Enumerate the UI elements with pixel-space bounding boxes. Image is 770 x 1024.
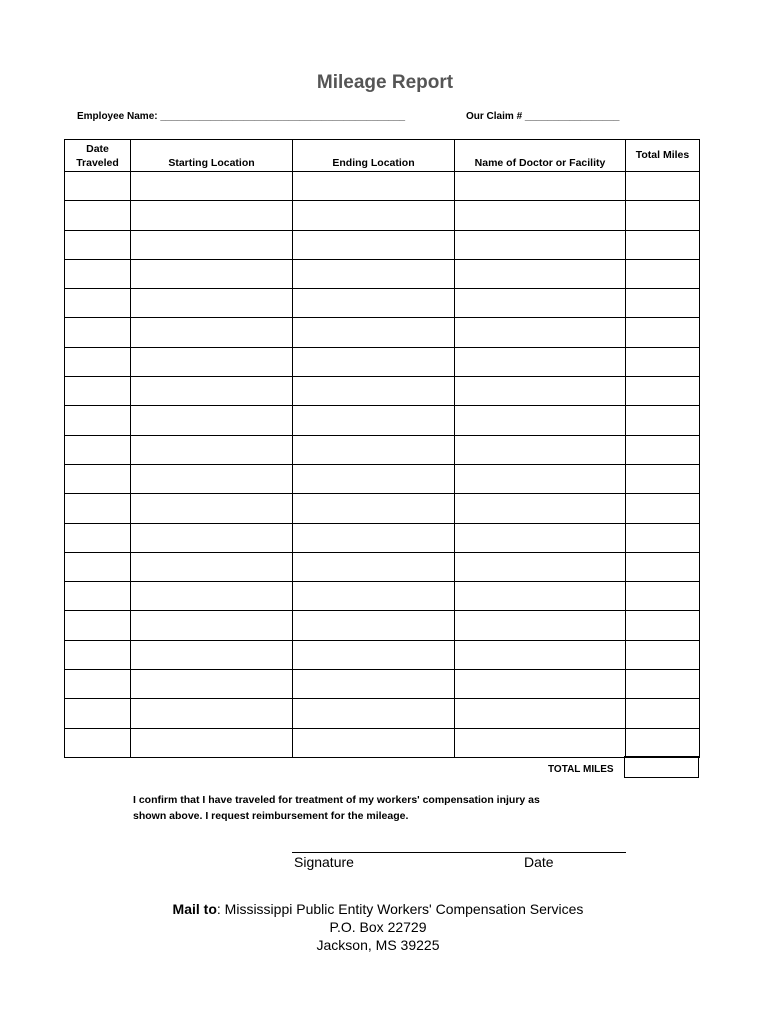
- cell-miles[interactable]: [626, 318, 700, 347]
- cell-starting[interactable]: [131, 464, 293, 493]
- cell-starting[interactable]: [131, 201, 293, 230]
- cell-date[interactable]: [65, 289, 131, 318]
- cell-date[interactable]: [65, 523, 131, 552]
- cell-facility[interactable]: [455, 699, 626, 728]
- table-row: [65, 259, 700, 288]
- cell-facility[interactable]: [455, 289, 626, 318]
- cell-ending[interactable]: [293, 289, 455, 318]
- cell-miles[interactable]: [626, 699, 700, 728]
- cell-date[interactable]: [65, 670, 131, 699]
- cell-starting[interactable]: [131, 172, 293, 201]
- cell-ending[interactable]: [293, 670, 455, 699]
- table-row: [65, 289, 700, 318]
- cell-miles[interactable]: [626, 582, 700, 611]
- cell-facility[interactable]: [455, 582, 626, 611]
- mail-to-org: : Mississippi Public Entity Workers' Compensation Services: [216, 901, 584, 917]
- cell-ending[interactable]: [293, 435, 455, 464]
- cell-facility[interactable]: [455, 172, 626, 201]
- header-starting-location: Starting Location: [131, 140, 293, 172]
- cell-starting[interactable]: [131, 377, 293, 406]
- cell-miles[interactable]: [626, 377, 700, 406]
- table-row: [65, 435, 700, 464]
- cell-facility[interactable]: [455, 377, 626, 406]
- cell-miles[interactable]: [626, 230, 700, 259]
- cell-starting[interactable]: [131, 552, 293, 581]
- cell-miles[interactable]: [626, 406, 700, 435]
- mail-address-2: Jackson, MS 39225: [316, 937, 440, 953]
- cell-date[interactable]: [65, 699, 131, 728]
- cell-facility[interactable]: [455, 259, 626, 288]
- cell-miles[interactable]: [626, 611, 700, 640]
- cell-starting[interactable]: [131, 523, 293, 552]
- cell-date[interactable]: [65, 201, 131, 230]
- cell-ending[interactable]: [293, 201, 455, 230]
- cell-starting[interactable]: [131, 230, 293, 259]
- confirmation-line-2: shown above. I request reimbursement for the mileage.: [133, 810, 409, 822]
- cell-starting[interactable]: [131, 611, 293, 640]
- table-row: [65, 377, 700, 406]
- table-row: [65, 728, 700, 757]
- claim-number-field[interactable]: Our Claim # _________________: [466, 111, 620, 122]
- cell-miles[interactable]: [626, 640, 700, 669]
- cell-facility[interactable]: [455, 611, 626, 640]
- cell-starting[interactable]: [131, 640, 293, 669]
- mailing-address: [0, 900, 756, 954]
- mail-to-label: Mail to: [172, 901, 217, 917]
- cell-ending[interactable]: [293, 523, 455, 552]
- cell-ending[interactable]: [293, 728, 455, 757]
- table-row: [65, 464, 700, 493]
- header-ending-location: Ending Location: [293, 140, 455, 172]
- cell-starting[interactable]: [131, 670, 293, 699]
- cell-date[interactable]: [65, 377, 131, 406]
- cell-facility[interactable]: [455, 201, 626, 230]
- table-row: [65, 201, 700, 230]
- signature-date-label: Date: [524, 854, 554, 870]
- cell-ending[interactable]: [293, 259, 455, 288]
- table-row: [65, 699, 700, 728]
- cell-date[interactable]: [65, 552, 131, 581]
- cell-ending[interactable]: [293, 464, 455, 493]
- mail-address-1: P.O. Box 22729: [329, 919, 427, 935]
- table-row: [65, 172, 700, 201]
- signature-label: Signature: [294, 854, 354, 870]
- cell-date[interactable]: [65, 435, 131, 464]
- cell-facility[interactable]: [455, 230, 626, 259]
- cell-facility[interactable]: [455, 523, 626, 552]
- table-row: [65, 494, 700, 523]
- cell-ending[interactable]: [293, 611, 455, 640]
- header-total-miles: Total Miles: [626, 140, 700, 172]
- cell-facility[interactable]: [455, 435, 626, 464]
- table-row: [65, 230, 700, 259]
- employee-name-field[interactable]: Employee Name: ____________________________________________: [77, 111, 406, 122]
- cell-facility[interactable]: [455, 318, 626, 347]
- cell-starting[interactable]: [131, 699, 293, 728]
- cell-facility[interactable]: [455, 406, 626, 435]
- cell-ending[interactable]: [293, 406, 455, 435]
- cell-starting[interactable]: [131, 347, 293, 376]
- cell-miles[interactable]: [626, 728, 700, 757]
- cell-starting[interactable]: [131, 259, 293, 288]
- table-row: [65, 318, 700, 347]
- cell-miles[interactable]: [626, 259, 700, 288]
- cell-starting[interactable]: [131, 289, 293, 318]
- signature-line[interactable]: [292, 852, 626, 853]
- cell-facility[interactable]: [455, 464, 626, 493]
- cell-date[interactable]: [65, 464, 131, 493]
- cell-ending[interactable]: [293, 318, 455, 347]
- cell-date[interactable]: [65, 728, 131, 757]
- cell-starting[interactable]: [131, 582, 293, 611]
- confirmation-statement: [133, 792, 633, 824]
- confirmation-line-1: I confirm that I have traveled for treatment of my workers' compensation injury as: [133, 794, 540, 806]
- total-miles-label: TOTAL MILES: [548, 764, 614, 775]
- cell-starting[interactable]: [131, 728, 293, 757]
- cell-miles[interactable]: [626, 552, 700, 581]
- cell-date[interactable]: [65, 611, 131, 640]
- cell-date[interactable]: [65, 259, 131, 288]
- cell-facility[interactable]: [455, 728, 626, 757]
- table-body: [65, 172, 700, 758]
- cell-ending[interactable]: [293, 377, 455, 406]
- table-row: [65, 670, 700, 699]
- cell-ending[interactable]: [293, 582, 455, 611]
- cell-date[interactable]: [65, 347, 131, 376]
- cell-ending[interactable]: [293, 640, 455, 669]
- cell-miles[interactable]: [626, 670, 700, 699]
- cell-miles[interactable]: [626, 464, 700, 493]
- cell-miles[interactable]: [626, 494, 700, 523]
- cell-miles[interactable]: [626, 347, 700, 376]
- table-row: [65, 640, 700, 669]
- cell-miles[interactable]: [626, 435, 700, 464]
- header-date-line2: Traveled: [76, 157, 119, 169]
- cell-miles[interactable]: [626, 523, 700, 552]
- cell-facility[interactable]: [455, 347, 626, 376]
- cell-starting[interactable]: [131, 406, 293, 435]
- table-row: [65, 552, 700, 581]
- mileage-table: [64, 139, 700, 758]
- cell-miles[interactable]: [626, 201, 700, 230]
- cell-ending[interactable]: [293, 172, 455, 201]
- cell-ending[interactable]: [293, 230, 455, 259]
- cell-date[interactable]: [65, 406, 131, 435]
- table-row: [65, 611, 700, 640]
- cell-facility[interactable]: [455, 494, 626, 523]
- page-title: Mileage Report: [316, 72, 454, 93]
- mail-to-line: [0, 900, 756, 918]
- cell-miles[interactable]: [626, 172, 700, 201]
- cell-starting[interactable]: [131, 494, 293, 523]
- table-row: [65, 347, 700, 376]
- header-date-traveled: [65, 140, 131, 172]
- table-row: [65, 406, 700, 435]
- cell-facility[interactable]: [455, 640, 626, 669]
- cell-facility[interactable]: [455, 552, 626, 581]
- cell-ending[interactable]: [293, 699, 455, 728]
- cell-date[interactable]: [65, 318, 131, 347]
- table-row: [65, 582, 700, 611]
- cell-date[interactable]: [65, 582, 131, 611]
- cell-date[interactable]: [65, 640, 131, 669]
- table-header-row: [65, 140, 700, 172]
- cell-date[interactable]: [65, 230, 131, 259]
- cell-starting[interactable]: [131, 318, 293, 347]
- cell-date[interactable]: [65, 172, 131, 201]
- header-doctor-facility: Name of Doctor or Facility: [455, 140, 626, 172]
- cell-ending[interactable]: [293, 494, 455, 523]
- cell-facility[interactable]: [455, 670, 626, 699]
- cell-ending[interactable]: [293, 552, 455, 581]
- total-miles-box[interactable]: [624, 756, 699, 778]
- cell-date[interactable]: [65, 494, 131, 523]
- cell-starting[interactable]: [131, 435, 293, 464]
- cell-ending[interactable]: [293, 347, 455, 376]
- table-row: [65, 523, 700, 552]
- cell-miles[interactable]: [626, 289, 700, 318]
- header-date-line1: Date: [86, 143, 109, 155]
